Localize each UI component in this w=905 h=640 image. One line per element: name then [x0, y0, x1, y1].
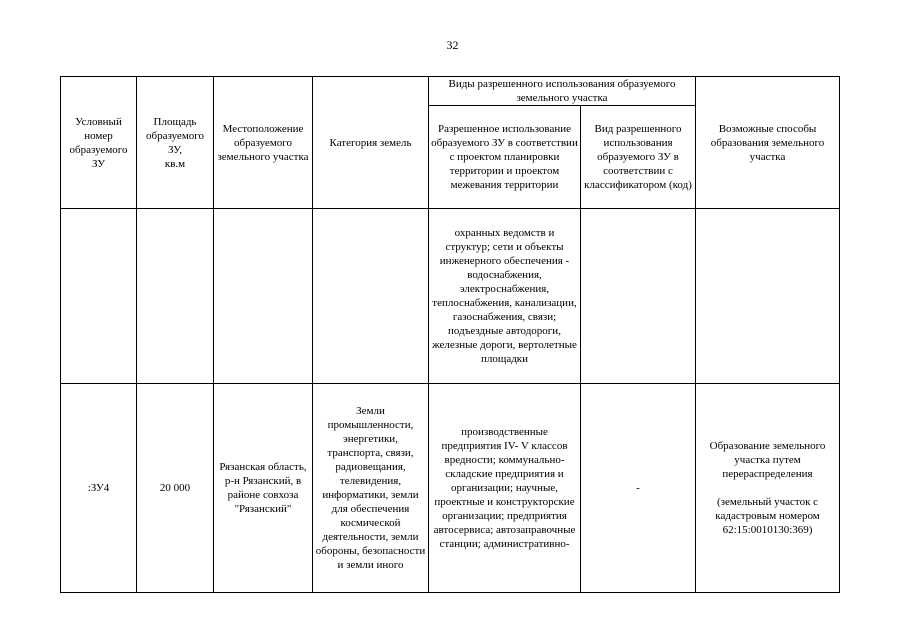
cell-plot-number — [61, 209, 137, 384]
cell-formation-method: Образование земельного участка путем перераспределения (земельный участок с кадастровым номером 62:15:0010130:369) — [696, 384, 840, 593]
cell-land-category: Земли промышленности, энергетики, транспорта, связи, радиовещания, телевидения, информатики, земли для обеспечения космической деятельности, земли обороны, безопасности и земли иного — [313, 384, 429, 593]
header-area: Площадь образуемого ЗУ, кв.м — [137, 77, 214, 209]
cell-location — [214, 209, 313, 384]
cell-use-by-classifier — [581, 209, 696, 384]
header-location: Местоположение образуемого земельного участка — [214, 77, 313, 209]
header-row — [61, 77, 840, 106]
header-use-by-classifier: Вид разрешенного использования образуемого ЗУ в соответствии с классификатором (код) — [581, 106, 696, 209]
cell-location: Рязанская область, р-н Рязанский, в районе совхоза "Рязанский" — [214, 384, 313, 593]
header-use-by-plan: Разрешенное использование образуемого ЗУ в соответствии с проектом планировки территории и проектом межевания территории — [429, 106, 581, 209]
cell-plot-number: :ЗУ4 — [61, 384, 137, 593]
cell-use-by-plan: охранных ведомств и структур; сети и объекты инженерного обеспечения - водоснабжения, электроснабжения, теплоснабжения, канализации, газоснабжения, связи; подъездные автодороги, железные дороги, вертолетные площадки — [429, 209, 581, 384]
table-row — [61, 209, 840, 384]
header-permitted-use-group: Виды разрешенного использования образуемого земельного участка — [429, 77, 696, 106]
cell-use-by-plan: производственные предприятия IV- V классов вредности; коммунально-складские предприятия и организации; научные, проектные и конструкторские организации; предприятия автосервиса; автозаправочные станции; административно- — [429, 384, 581, 593]
cell-area — [137, 209, 214, 384]
cell-formation-method — [696, 209, 840, 384]
header-plot-number: Условный номер образуемого ЗУ — [61, 77, 137, 209]
table-row — [61, 384, 840, 593]
cell-land-category — [313, 209, 429, 384]
land-plots-table — [60, 76, 840, 593]
page-number: 32 — [446, 38, 459, 52]
header-land-category: Категория земель — [313, 77, 429, 209]
cell-use-by-classifier: - — [581, 384, 696, 593]
cell-area: 20 000 — [137, 384, 214, 593]
header-formation-methods: Возможные способы образования земельного участка — [696, 77, 840, 209]
